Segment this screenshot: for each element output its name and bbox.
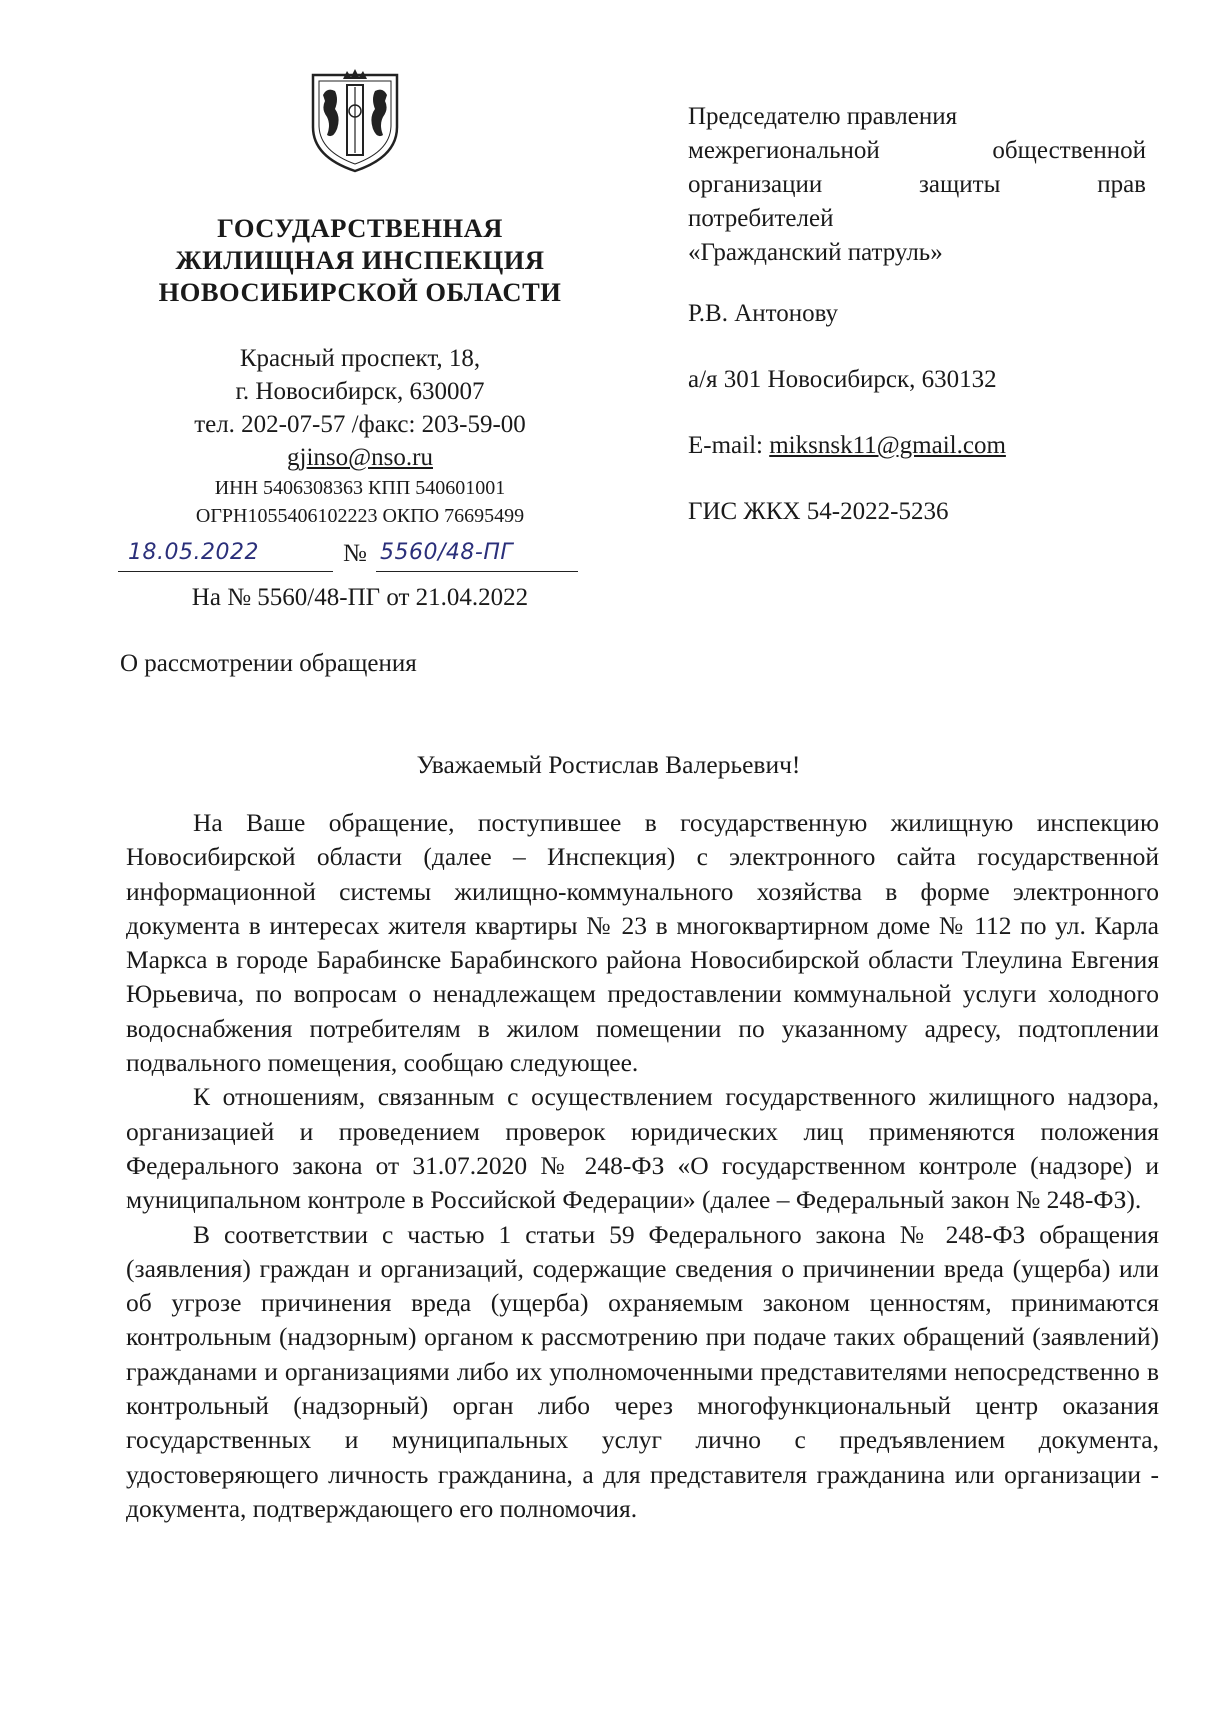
- organization-address: [120, 342, 600, 474]
- address-street: Красный проспект, 18,: [239, 345, 481, 372]
- organization-name-line: ЖИЛИЩНАЯ ИНСПЕКЦИЯ: [175, 245, 545, 275]
- addressee-line: потребителей: [688, 205, 834, 232]
- organization-name: [120, 212, 600, 308]
- registration-number-handwritten: 5560/48-ПГ: [380, 540, 514, 565]
- addressee-line: межрегиональной общественной: [688, 137, 1146, 164]
- organization-codes: [120, 474, 600, 530]
- addressee-line: «Гражданский патруль»: [688, 239, 943, 266]
- coat-of-arms-emblem: [305, 65, 405, 175]
- reply-reference: На № 5560/48-ПГ от 21.04.2022: [191, 584, 529, 611]
- greeting: Уважаемый Ростислав Валерьевич!: [416, 750, 801, 779]
- registration-date-handwritten: 18.05.2022: [128, 540, 259, 565]
- organization-name-line: ГОСУДАРСТВЕННАЯ: [217, 213, 503, 243]
- gis-reference: ГИС ЖКХ 54-2022-5236: [688, 498, 949, 525]
- addressee-email-link[interactable]: miksnsk11@gmail.com: [769, 432, 1006, 459]
- registration-line: [118, 540, 578, 574]
- addressee-name: Р.В. Антонову: [688, 300, 839, 327]
- date-underline: [118, 571, 333, 572]
- addressee-block: [688, 100, 1146, 270]
- number-underline: [376, 571, 578, 572]
- addressee-postal: а/я 301 Новосибирск, 630132: [688, 366, 997, 393]
- organization-name-line: НОВОСИБИРСКОЙ ОБЛАСТИ: [158, 277, 562, 307]
- letter-body: [126, 806, 1159, 1526]
- address-city: г. Новосибирск, 630007: [235, 378, 485, 405]
- ogrn-okpo: ОГРН1055406102223 ОКПО 76695499: [195, 505, 525, 527]
- organization-email-link[interactable]: gjinso@nso.ru: [287, 444, 433, 471]
- letter-subject: О рассмотрении обращения: [120, 650, 417, 677]
- phone-fax: тел. 202-07-57 /факс: 203-59-00: [194, 411, 526, 438]
- body-paragraph: К отношениям, связанным с осуществлением государственного жилищного надзора, организацией и проведением проверок юридических лиц применяются положения Федерального закона от 31.07.2020 № 248-ФЗ «О государственном контроле (надзоре) и муниципальном контроле в Российской Федерации» (далее – Федеральный закон № 248-ФЗ).: [126, 1082, 1159, 1215]
- body-paragraph: В соответствии с частью 1 статьи 59 Федерального закона № 248-ФЗ обращения (заявления) граждан и организаций, содержащие сведения о причинении вреда (ущерба) или об угрозе причинения вреда (ущерба) охраняемым законом ценностям, принимаются контрольным (надзорным) органом к рассмотрению при подаче таких обращений (заявлений) гражданами и организациями либо их уполномоченными представителями непосредственно в контрольный (надзорный) орган либо через многофункциональный центр оказания государственных и муниципальных услуг лично с предъявлением документа, удостоверяющего личность гражданина, а для представителя гражданина или организации - документа, подтверждающего его полномочия.: [126, 1219, 1159, 1523]
- email-label: E-mail:: [688, 432, 770, 459]
- addressee-line: Председателю правления: [688, 103, 958, 130]
- registration-number-label: №: [343, 540, 367, 567]
- inn-kpp: ИНН 5406308363 КПП 540601001: [214, 477, 506, 499]
- addressee-email: [688, 432, 1006, 460]
- body-paragraph: На Ваше обращение, поступившее в государственную жилищную инспекцию Новосибирской области (далее – Инспекция) с электронного сайта государственной информационной системы жилищно-коммунального хозяйства в форме электронного документа в интересах жителя квартиры № 23 в многоквартирном доме № 112 по ул. Карла Маркса в городе Барабинске Барабинского района Новосибирской области Тлеулина Евгения Юрьевича, по вопросам о ненадлежащем предоставлении коммунальной услуги холодного водоснабжения потребителям в жилом помещении по указанному адресу, подтоплении подвального помещения, сообщаю следующее.: [126, 808, 1159, 1078]
- addressee-line: организации защиты прав: [688, 171, 1146, 198]
